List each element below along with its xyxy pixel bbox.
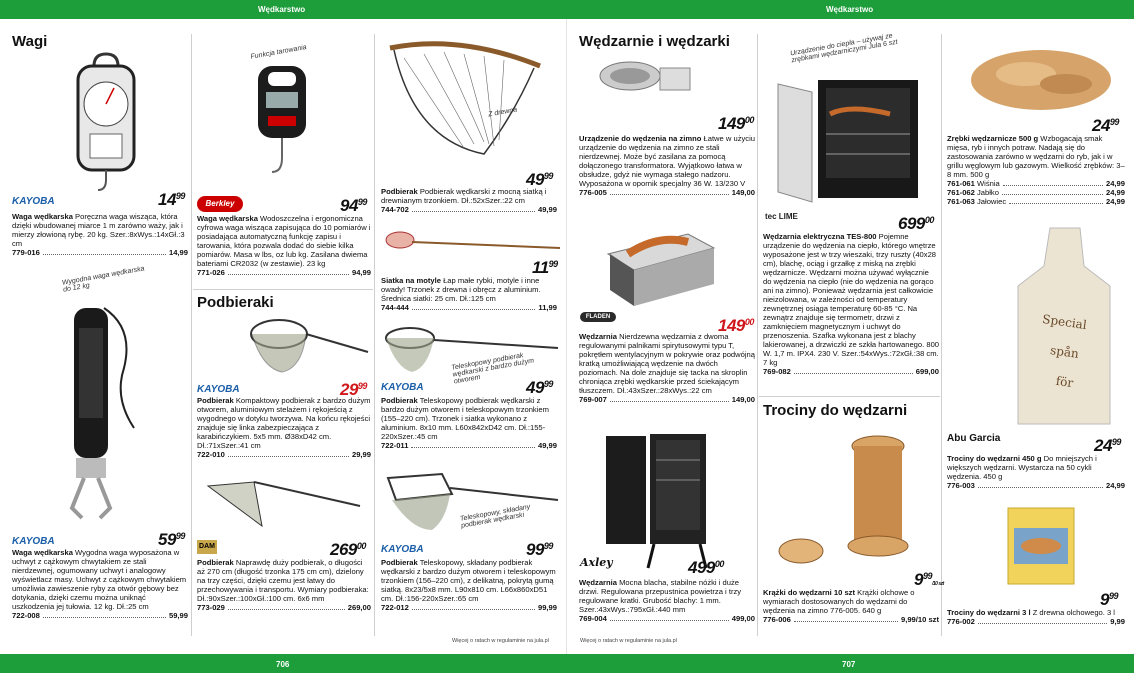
brand-logo: tec LIME bbox=[765, 212, 798, 221]
svg-text:spån: spån bbox=[1049, 343, 1080, 361]
product-waga-2: Waga wędkarska Wodoszczelna i ergonomiczna cyfrowa waga wisząca zapisująca do 10 pomiarów i posiadająca automatyczną funkcję zapisu i tarowania, która pozwala dodać do siebie kilka pomiarów. Masa w lbs, oz lub kg. Zasilana dwiema bateriami CR2032 (w zestawie). 23 kg 771-026 94,99 bbox=[197, 214, 371, 277]
brand-logo: Berkley bbox=[197, 196, 243, 212]
price: $24^{99}$ bbox=[1094, 436, 1121, 455]
section-title-wedzarnie: Wędzarnie i wędzarki bbox=[579, 33, 730, 50]
divider bbox=[374, 34, 375, 636]
header-band bbox=[0, 0, 1134, 19]
brand-logo: DAM bbox=[197, 540, 217, 554]
wood-discs-image bbox=[836, 428, 918, 568]
price: $24^{99}$ bbox=[1092, 116, 1119, 135]
smoker-box-image bbox=[598, 214, 718, 314]
price: $49^{99}$ bbox=[526, 170, 553, 189]
brand-logo: KAYOBA bbox=[381, 544, 424, 555]
divider bbox=[191, 34, 192, 636]
price: $269^{00}$ bbox=[330, 540, 366, 559]
divider bbox=[193, 289, 373, 290]
product-trociny-1: Trociny do wędzarni 450 g Do mniejszych i większych wędzarni. Wystarcza na 50 cykli wędzenia. 450 g 776-003 24,99 bbox=[947, 454, 1125, 490]
price: $94^{99}$ bbox=[340, 196, 367, 215]
sawdust-package-image bbox=[1006, 506, 1076, 586]
landing-net-image bbox=[204, 476, 364, 536]
gutter bbox=[566, 19, 567, 654]
product-podbierak-4: Podbierak Teleskopowy podbierak wędkarski z bardzo dużym otworem i teleskopowym trzonkiem (155–220 cm). Trzonek i siatka wykonano z aluminium. 8x10 mm. L60x842xD42 cm. Dł.:155-220xSzer.:45 cm 722-011 49,99 bbox=[381, 396, 557, 450]
product-podbierak-2: Podbierak Naprawdę duży podbierak, o długości aż 270 cm (długość trzonka 175 cm cm), dzielony na trzy części, dzięki czemu jest łatwy do przechowywania i transportu. Wymiary podbieraka: Dł.:90xSzer.:100xGł.:100 cm. 6x6 mm 773-029 269,00 bbox=[197, 558, 371, 612]
product-wedzarnia-elektryczna: Wędzarnia elektryczna TES-800 Pojemne urządzenie do wędzenia na ciepło, którego wnętrze wyposażone jest w trzy wieszaki, trzy ruszty (40x28 cm), blachę, ociąg i grzałkę z miską na zrębki wędzarnicze. Wędzarni można używać wyłącznie do wędzenia na ciepło (nie do wędzenia na gorąco ani na zimno). Ponieważ wędzarnia jest całkowicie nieizolowana, w zależności od temperatury zewnętrznej osiąga temperaturę 60-85 °C. Na zewnątrz znajduje się termometr, drzwi z zamknięciem magnetycznym i uchwyt do przenoszenia. Szafka wykonana jest z blachy lakierowanej, a drzwiczki ze szkła hartowanego. 800 W. 1,7 m. IPX4. 230 V. Szer.:54xWys.:72xGł.:38 cm. 7 kg 769-082 699,00 bbox=[763, 232, 940, 376]
price: $29^{99}$ bbox=[340, 380, 367, 399]
handwritten-note: Z drewna bbox=[487, 106, 518, 119]
price: $59^{99}$ bbox=[158, 530, 185, 549]
handwritten-note: Urządzenie do ciepła – używaj ze zrębkami wędzarniczymi Jula 6 szt bbox=[789, 32, 899, 65]
product-waga-1: Waga wędkarska Poręczna waga wisząca, która dzięki wbudowanej miarce 1 m zarówno waży, jak i mierzy złowioną rybę. 20 kg. Szer.:8xWys.:14xGł.:3 cm 779-016 14,99 bbox=[12, 212, 188, 257]
price: $11^{99}$ bbox=[532, 258, 558, 277]
footer-band bbox=[0, 654, 1134, 673]
product-zrebki: Zrębki wędzarnicze 500 g Wzbogacają smak mięsa, ryb i innych potraw. Nadają się do zastosowania zarówno w wędzarni do ryb, jak i w grillu węglowym lub gazowym. Wielkość zrębków: 3–8 mm. 500 g 761-061 Wiśnia 24,99 761-062 Jabłko 24,99 761-063 Jałowiec 24,99 bbox=[947, 134, 1125, 206]
divider bbox=[757, 34, 758, 636]
cabinet-smoker-image bbox=[604, 430, 714, 570]
price: $149^{00}$ bbox=[718, 114, 754, 133]
price: $499^{00}$ bbox=[688, 558, 724, 577]
cold-smoke-generator-image bbox=[598, 54, 698, 112]
product-wedzarnia-2: Wędzarnia Nierdzewna wędzarnia z dwoma regulowanymi palnikami spirytusowymi typu T, pokrętłem wentylacyjnym w pokrywie oraz podwójną kratką umożliwiającą wędzenie na dwóch poziomach. Na dole znajduje się tacka na skroplin chroniąca zrębki wędkarskie przed ściekającym tłuszczem. Dł.:43xSzer.:28xWys.:22 cm 769-007 149,00 bbox=[579, 332, 755, 404]
divider bbox=[759, 396, 940, 397]
price: $99^{99}$ bbox=[526, 540, 553, 559]
product-waga-3: Waga wędkarska Wygodna waga wyposażona w uchwyt z cążkowym chwytakiem ze stali nierdzewnej, ogumowany uchwyt i analogowy wyświetlacz masy. Uchwyt z cążkowym chwytakiem umożliwia zawieszenie ryby za otwór gębowy bez dotykania, dzięki czemu można uniknąć uszkodzenia jej tułowia. 12 kg. Dł.:25 cm 722-008 59,99 bbox=[12, 548, 188, 620]
handwritten-note: Funkcja tarowania bbox=[250, 44, 308, 61]
price: $14^{99}$ bbox=[158, 190, 185, 209]
butterfly-net-image bbox=[382, 228, 562, 258]
page-number-left: 706 bbox=[276, 660, 290, 669]
footnote-right: Więcej o ratach w regulaminie na jula.pl bbox=[580, 638, 677, 644]
footnote-left: Więcej o ratach w regulaminie na jula.pl bbox=[452, 638, 549, 644]
product-krazki: Krążki do wędzarni 10 szt Krążki olchowe o wymiarach dostosowanych do wędzarni do wędzenia na zimno 776-005. 640 g 776-006 9,99/10 szt bbox=[763, 588, 939, 624]
brand-logo: KAYOBA bbox=[12, 536, 55, 547]
divider bbox=[941, 34, 942, 636]
handwritten-note: Wygodna waga wędkarska do 12 kg bbox=[61, 265, 146, 294]
price: $9^{99}/10$ szt bbox=[914, 570, 944, 589]
electric-smoker-image bbox=[770, 74, 930, 204]
brand-logo: KAYOBA bbox=[12, 196, 55, 207]
svg-text:för: för bbox=[1054, 373, 1075, 391]
section-title-podbieraki: Podbieraki bbox=[197, 294, 274, 311]
lip-grip-scale-image bbox=[44, 298, 154, 528]
product-siatka: Siatka na motyle Łap małe rybki, motyle i inne owady! Trzonek z drewna i obręcz z aluminium. Średnica siatki: 25 cm. Dł.:125 cm 744-444 11,99 bbox=[381, 276, 557, 312]
price: $149^{00}$ bbox=[718, 316, 754, 335]
brand-logo: KAYOBA bbox=[381, 382, 424, 393]
brand-logo: Abu Garcia bbox=[947, 433, 1001, 444]
sawdust-bag-image bbox=[1010, 226, 1120, 428]
landing-net-image bbox=[244, 312, 370, 378]
product-podbierak-5: Podbierak Teleskopowy, składany podbierak wędkarski z bardzo dużym otworem i teleskopowym trzonkiem (156–220 cm), z delikatną, pokrytą gumą siatką. 8x23/5x8 mm. L90x810 cm. L66x860xD51 cm. Dł.:156-220xSzer.:65 cm 722-012 99,99 bbox=[381, 558, 557, 612]
digital-scale-image bbox=[252, 62, 312, 192]
header-right: Wędkarstwo bbox=[826, 5, 874, 14]
section-title-wagi: Wagi bbox=[12, 33, 48, 50]
page-number-right: 707 bbox=[842, 660, 856, 669]
brand-logo: Axley bbox=[580, 556, 613, 569]
scale-image bbox=[66, 52, 146, 192]
wood-disc-image bbox=[776, 536, 826, 566]
product-podbierak-1: Podbierak Kompaktowy podbierak z bardzo dużym otworem, aluminiowym stelażem i rękojeścią z wygodnego w dotyku tworzywa. Na końcu rękojeści znajduje się linka zabezpieczająca z karabińczykiem. 5x5 mm. Ø38xD42 cm. Dł.:71xSzer.:41 cm 722-010 29,99 bbox=[197, 396, 371, 459]
wood-chips-image bbox=[966, 34, 1116, 114]
section-title-trociny: Trociny do wędzarni bbox=[763, 402, 908, 419]
price: $699^{00}$ bbox=[898, 214, 934, 233]
wooden-landing-net-image bbox=[384, 38, 544, 168]
handwritten-note: Teleskopowy, składany podbierak wędkarski bbox=[459, 503, 531, 530]
product-podbierak-3: Podbierak Podbierak wędkarski z mocną siatką i drewnianym trzonkiem. Dł.:52xSzer.:22 cm 744-702 49,99 bbox=[381, 187, 557, 214]
product-wedzarnia-3: Wędzarnia Mocna blacha, stabilne nóżki i duże drzwi. Regulowana przepustnica powietrza i trzy regulowane kratki. Grubość blachy: 1 mm. Szer.:43xWys.:795xGł.:440 mm 769-004 499,00 bbox=[579, 578, 755, 623]
product-trociny-2: Trociny do wędzarni 3 l Z drewna olchowego. 3 l 776-002 9,99 bbox=[947, 608, 1125, 626]
header-left: Wędkarstwo bbox=[258, 5, 306, 14]
price: $49^{99}$ bbox=[526, 378, 553, 397]
product-wedzarka-1: Urządzenie do wędzenia na zimno Łatwe w użyciu urządzenie do wędzenia na zimno ze stali nierdzewnej. Może być zasilana za pomocą dołączonego transformatora. Wyjątkowo łatwa w obsłudze, gdyż nie wymaga stałego nadzoru. Wyposażona w opornik specjalny 36 W. 13/230 V 776-005 149,00 bbox=[579, 134, 755, 197]
brand-logo: FLADEN bbox=[580, 312, 616, 322]
brand-logo: KAYOBA bbox=[197, 384, 240, 395]
handwritten-note: Teleskopowy podbierak wędkarski z bardzo dużym otworem bbox=[450, 352, 535, 386]
svg-text:Special: Special bbox=[1041, 312, 1088, 333]
price: $9^{99}$ bbox=[1100, 590, 1118, 609]
